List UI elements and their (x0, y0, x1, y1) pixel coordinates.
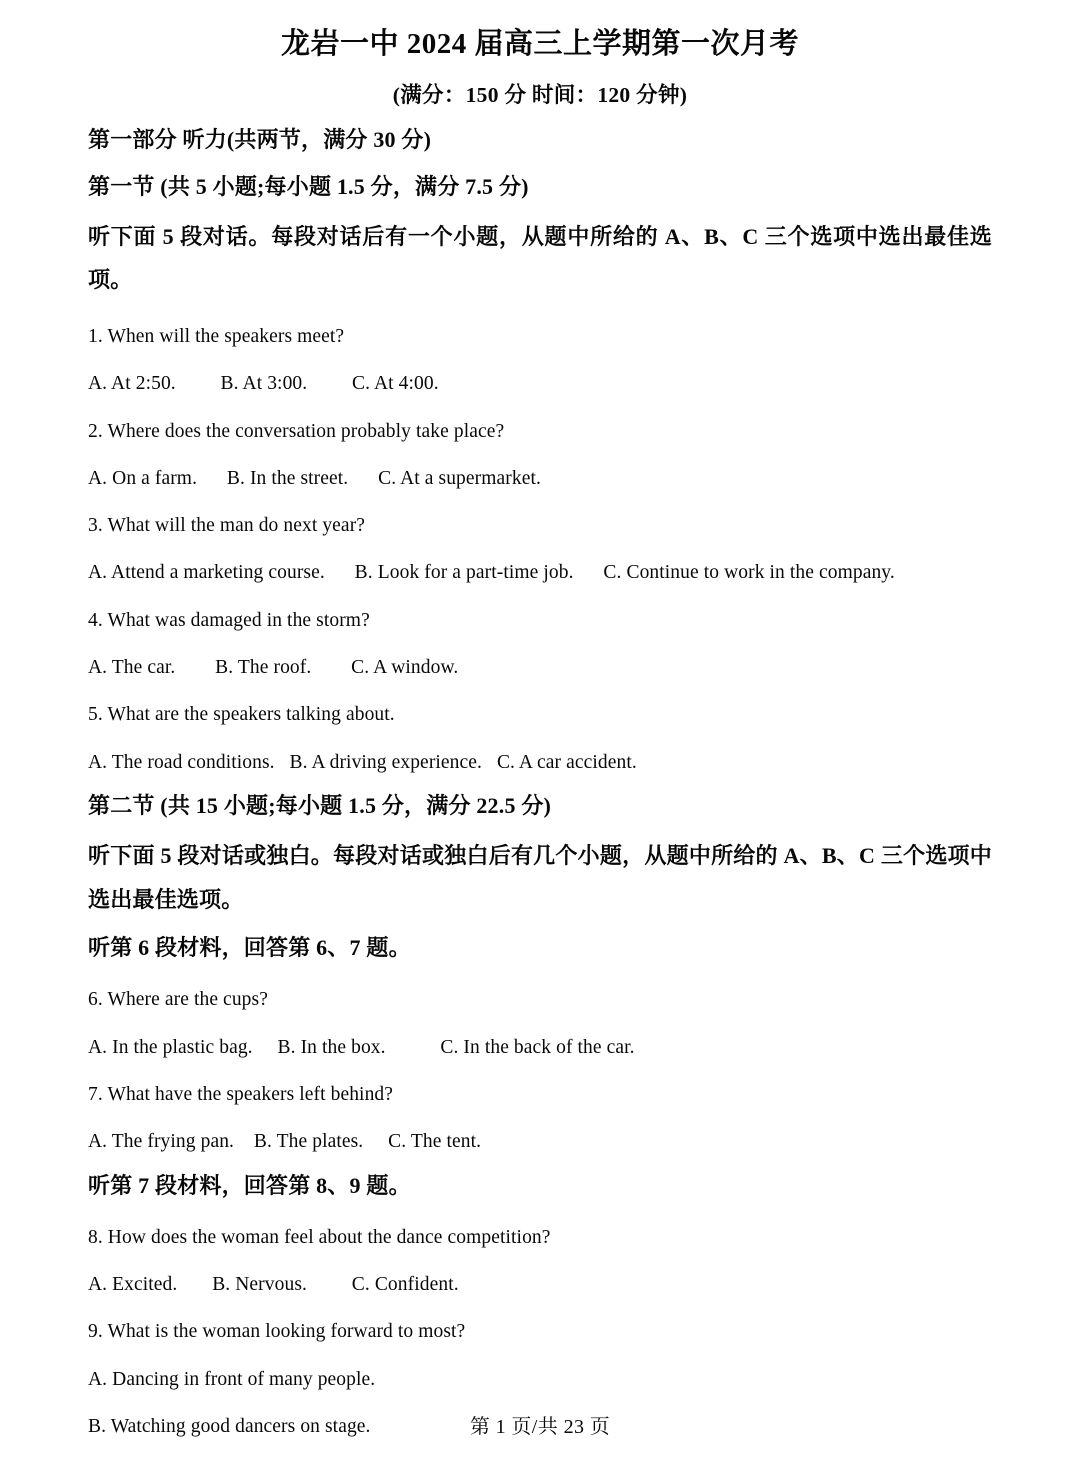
question-stem-7: 7. What have the speakers left behind? (88, 1083, 394, 1105)
question-options-1: A. At 2:50. B. At 3:00. C. At 4:00. (88, 373, 439, 395)
page-subtitle: (满分：150 分 时间：120 分钟) (392, 82, 688, 107)
question-option-9-b: B. Watching good dancers on stage. (88, 1415, 371, 1437)
question-options-3: A. Attend a marketing course. B. Look for a part-time job. C. Continue to work in the company. (88, 562, 895, 584)
page-content (88, 0, 992, 1440)
question-options-5: A. The road conditions. B. A driving experience. C. A car accident. (88, 751, 637, 773)
question-stem-6: 6. Where are the cups? (88, 989, 268, 1011)
material-7-heading: 听第 7 段材料，回答第 8、9 题。 (88, 1172, 411, 1198)
question-stem-9: 9. What is the woman looking forward to most? (88, 1321, 466, 1343)
page-footer: 第 1 页/共 23 页 (469, 1416, 611, 1438)
question-stem-8: 8. How does the woman feel about the dance competition? (88, 1226, 551, 1248)
page-title: 龙岩一中 2024 届高三上学期第一次月考 (280, 28, 799, 60)
question-stem-1: 1. When will the speakers meet? (88, 325, 345, 347)
question-options-6: A. In the plastic bag. B. In the box. C. In the back of the car. (88, 1036, 635, 1058)
question-options-2: A. On a farm. B. In the street. C. At a supermarket. (88, 467, 541, 489)
section-two-heading: 第二节 (共 15 小题;每小题 1.5 分，满分 22.5 分) (88, 793, 552, 819)
question-options-8: A. Excited. B. Nervous. C. Confident. (88, 1273, 459, 1295)
section-one-instruction: 听下面 5 段对话。每段对话后有一个小题，从题中所给的 A、B、C 三个选项中选出最佳选项。 (88, 223, 992, 293)
material-6-heading: 听第 6 段材料，回答第 6、7 题。 (88, 935, 411, 961)
section-two-instruction: 听下面 5 段对话或独白。每段对话或独白后有几个小题，从题中所给的 A、B、C 三个选项中选出最佳选项。 (88, 843, 992, 912)
question-options-4: A. The car. B. The roof. C. A window. (88, 657, 459, 679)
part-one-heading: 第一部分 听力(共两节，满分 30 分) (88, 126, 432, 152)
question-stem-2: 2. Where does the conversation probably take place? (88, 420, 505, 442)
question-stem-3: 3. What will the man do next year? (88, 515, 366, 537)
question-option-9-a: A. Dancing in front of many people. (88, 1368, 376, 1390)
question-stem-4: 4. What was damaged in the storm? (88, 609, 370, 631)
section-one-heading: 第一节 (共 5 小题;每小题 1.5 分，满分 7.5 分) (88, 173, 529, 199)
question-stem-5: 5. What are the speakers talking about. (88, 704, 395, 726)
question-options-7: A. The frying pan. B. The plates. C. The tent. (88, 1131, 482, 1153)
